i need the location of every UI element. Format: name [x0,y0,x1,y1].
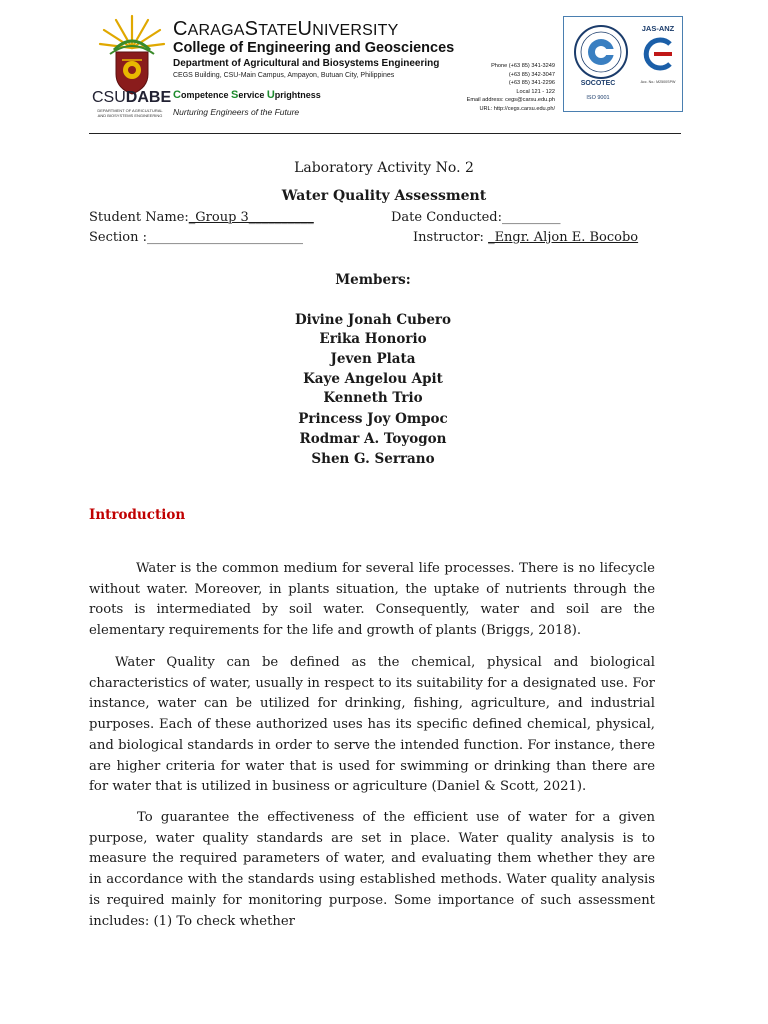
dabe-logotype: CSUDABE [92,89,172,106]
intro-paragraph-1: Water is the common medium for several life processes. There is no lifecycle without water. Moreover, in plants situation, the uptake of nutrients through the roots is intermediated by soil water. Consequently, water and soil are the elementary requirements for the life and growth of plants (Briggs, 2018). [89,561,655,639]
contact-local: Local 121 - 122 [516,88,555,95]
section-field: Section :________________________ [89,230,303,245]
activity-subtitle: Water Quality Assessment [281,188,487,204]
member-name: Kenneth Trio [323,390,423,406]
contact-phone-3: (+63 85) 341-2296 [508,80,555,87]
section-value: ________________________ [146,230,303,245]
contact-email: Email address: cegs@carsu.edu.ph [466,97,555,104]
college-name: College of Engineering and Geosciences [173,40,455,56]
header-divider [89,133,681,134]
member-name: Divine Jonah Cubero [294,312,452,328]
student-name-field: Student Name:_Group 3__________ [89,210,314,225]
member-name: Princess Joy Ompoc [298,411,448,427]
instructor-field: Instructor: _Engr. Aljon E. Bocobo [413,230,639,245]
member-name: Kaye Angelou Apit [303,371,443,387]
sunburst-icon [100,16,164,54]
date-conducted-field: Date Conducted:_________ [391,210,561,225]
contact-url: URL: http://cegs.carsu.edu.ph/ [479,105,555,112]
member-name: Erika Honorio [319,331,427,347]
jasanz-logo-icon [640,36,676,72]
intro-paragraph-2: Water Quality can be defined as the chemical, physical and biological characteristics of water, usually in respect to its suitability for a designated use. For instance, water can be utilized for drinking, fishing, agriculture, and industrial purposes. Each of these authorized uses has its specific defined chemical, physical, and biological standards in order to serve the intended function. For instance, there are higher criteria for water that is used for swimming or drinking than there are for water that is utilized in business or agriculture (Daniel & Scott, 2021). [89,655,655,795]
student-name-value: _Group 3__________ [188,210,314,225]
contact-phone-1: Phone (+63 85) 341-3249 [491,63,555,69]
intro-paragraph-3: To guarantee the effectiveness of the efficient use of water for a given purpose, water quality standards are set in place. Water quality analysis is to measure the required parameters of water, and evaluating them whether they are in accordance with the standards using established methods. Water quality analysis is required mainly for monitoring purpose. Some importance of such assessment includes: (1) To check whether [89,810,655,929]
dabe-logotype-subtitle: DEPARTMENT OF AGRICULTURAL AND BIOSYSTEMS ENGINEERING [97,108,163,118]
university-name: CARAGASTATEUNIVERSITY [173,18,399,40]
member-name: Rodmar A. Toyogon [299,431,447,447]
department-name: Department of Agricultural and Biosystems Engineering [173,58,440,69]
socotec-label: SOCOTEC [580,80,616,87]
member-name: Shen G. Serrano [311,451,435,467]
member-name: Jeven Plata [330,351,416,367]
date-conducted-value: _________ [501,210,561,225]
accreditation-number: Acc. No.: M2500SPW [640,80,676,84]
contact-block [467,62,555,114]
socotec-certification-icon [572,22,630,106]
activity-title: Laboratory Activity No. 2 [294,160,474,176]
motto: Nurturing Engineers of the Future [173,107,300,117]
shield-icon [116,52,148,94]
jasanz-label: JAS-ANZ [641,24,675,33]
introduction-heading: Introduction [89,507,186,523]
core-values: Competence Service Uprightness [173,89,321,101]
contact-phone-2: (+63 85) 342-3047 [508,71,555,78]
college-address: CEGS Building, CSU-Main Campus, Ampayon, Butuan City, Philippines [173,72,395,79]
instructor-value: _Engr. Aljon E. Bocobo [488,230,639,245]
members-heading: Members: [335,272,411,288]
iso-label: ISO 9001 [586,95,610,101]
